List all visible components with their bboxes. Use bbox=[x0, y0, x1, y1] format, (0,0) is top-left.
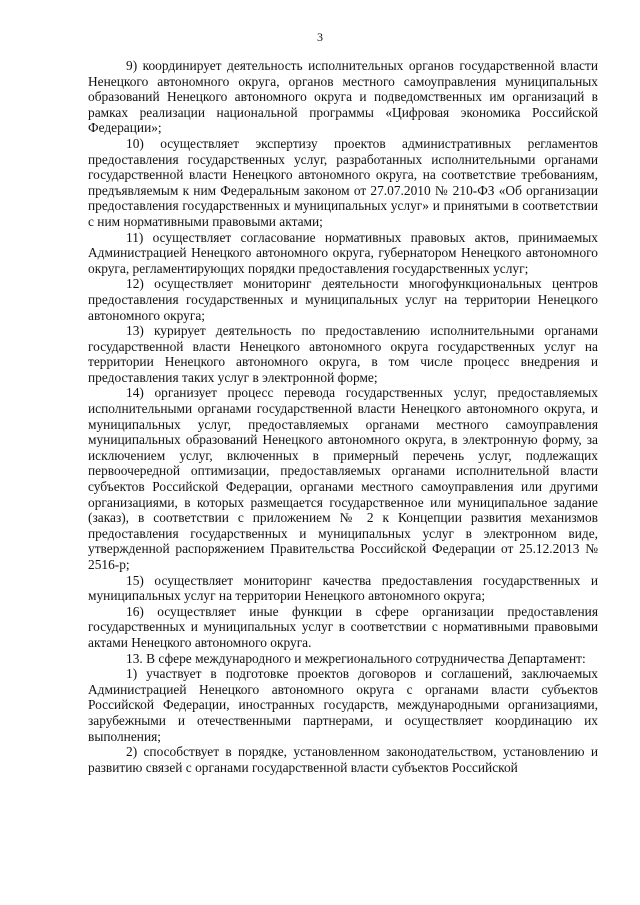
paragraph-item-11: 11) осуществляет согласование нормативных правовых актов, принимаемых Администрацией Ненецкого автономного округа, губернатором Ненецкого автономного округа, регламентирующих порядки предоставления государственных услуг; bbox=[88, 229, 598, 276]
paragraph-item-14: 14) организует процесс перевода государственных услуг, предоставляемых исполнительными органами государственной власти Ненецкого автономного округа, и муниципальных услуг, предоставляемых органами местного самоуправления муниципальных образований Ненецкого автономного округа, в электронную форму, за исключением услуг, включенных в примерный перечень услуг, подлежащих первоочередной оптимизации, предоставляемых органами исполнительной власти субъектов Российской Федерации, органами местного самоуправления или другими организациями, в которых размещается государственное или муниципальное задание (заказ), в соответствии с приложением № 2 к Концепции развития механизмов предоставления государственных и муниципальных услуг в электронном виде, утвержденной распоряжением Правительства Российской Федерации от 25.12.2013 № 2516-р; bbox=[88, 385, 598, 572]
page-number: 3 bbox=[317, 30, 323, 44]
paragraph-item-12: 12) осуществляет мониторинг деятельности многофункциональных центров предоставления государственных и муниципальных услуг на территории Ненецкого автономного округа; bbox=[88, 276, 598, 323]
paragraph-item-9: 9) координирует деятельность исполнительных органов государственной власти Ненецкого автономного округа, органов местного самоуправления муниципальных образований Ненецкого автономного округа и подведомственных им организаций в рамках реализации национальной программы «Цифровая экономика Российской Федерации»; bbox=[88, 58, 598, 136]
paragraph-item-16: 16) осуществляет иные функции в сфере организации предоставления государственных и муниципальных услуг в соответствии с нормативными правовыми актами Ненецкого автономного округа. bbox=[88, 603, 598, 650]
section-heading-13: 13. В сфере международного и межрегионального сотрудничества Департамент: bbox=[126, 650, 586, 666]
document-body bbox=[88, 58, 598, 775]
paragraph-item-13: 13) курирует деятельность по предоставлению исполнительными органами государственной власти Ненецкого автономного округа государственных услуг на территории Ненецкого автономного округа, в том числе процесс внедрения и предоставления таких услуг в электронной форме; bbox=[88, 323, 598, 385]
paragraph-subitem-1: 1) участвует в подготовке проектов договоров и соглашений, заключаемых Администрацией Ненецкого автономного округа с органами власти субъектов Российской Федерации, иностранных государств, международными организациями, зарубежными и отечественными партнерами, и осуществляет координацию их выполнения; bbox=[88, 666, 598, 744]
paragraph-item-15: 15) осуществляет мониторинг качества предоставления государственных и муниципальных услуг на территории Ненецкого автономного округа; bbox=[88, 572, 598, 604]
paragraph-item-10: 10) осуществляет экспертизу проектов административных регламентов предоставления государственных услуг, разработанных исполнительными органами государственной власти Ненецкого автономного округа, на соответствие требованиям, предъявляемым к ним Федеральным законом от 27.07.2010 № 210-ФЗ «Об организации предоставления государственных и муниципальных услуг» и принятыми в соответствии с ним нормативными правовыми актами; bbox=[88, 135, 598, 229]
paragraph-subitem-2: 2) способствует в порядке, установленном законодательством, установлению и развитию связей с органами государственной власти субъектов Российской bbox=[88, 744, 598, 775]
